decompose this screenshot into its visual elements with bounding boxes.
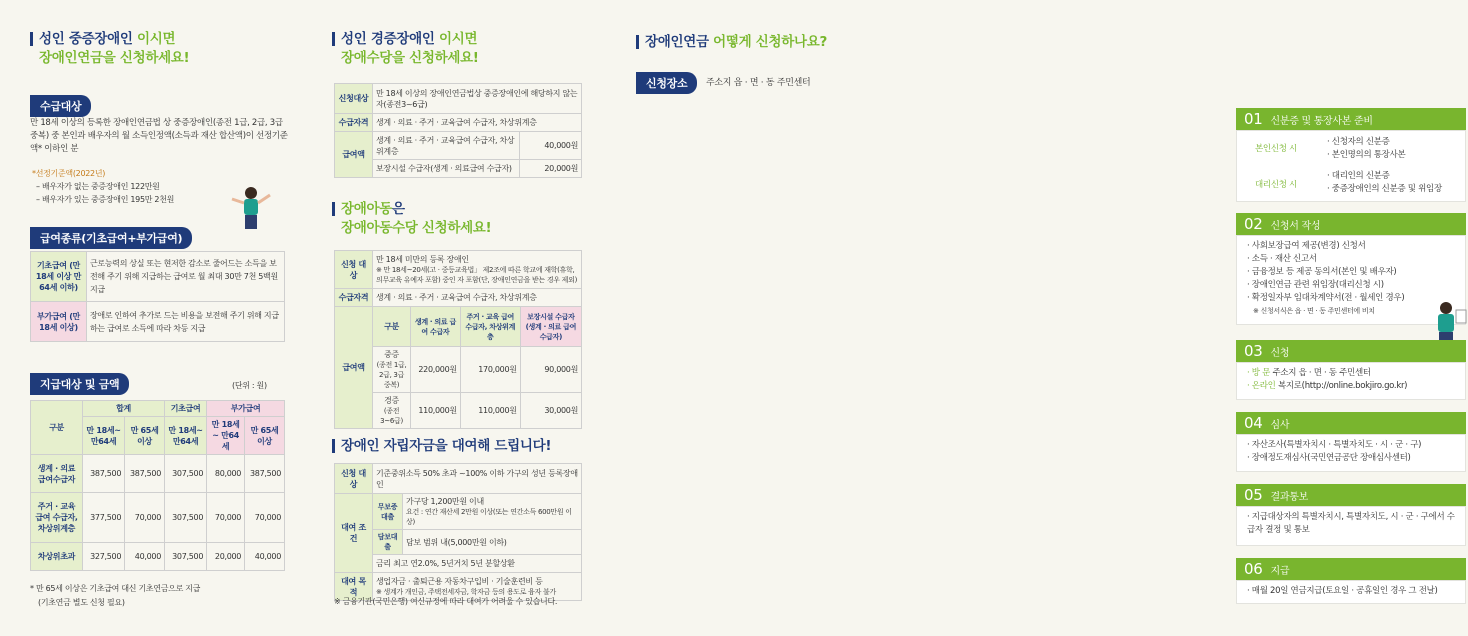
step-02: 02 신청서 작성 bbox=[1236, 213, 1466, 235]
table-row: 생계 · 의료 급여수급자 387,500 387,500 307,500 80,000 387,500 bbox=[31, 455, 285, 493]
step-01-body: 본인신청 시 · 신청자의 신분증 · 본인명의의 통장사본 대리신청 시 · 대리인의 신분증 · 중증장애인의 신분증 및 위임장 bbox=[1236, 130, 1466, 202]
loan-title: 장애인 자립자금을 대여해 드립니다! bbox=[332, 437, 551, 456]
title-line2: 장애인연금을 신청하세요! bbox=[39, 50, 190, 66]
step-03: 03 신청 bbox=[1236, 340, 1466, 362]
step-06-body: · 매월 20일 연금지급(토요일 · 공휴일인 경우 그 전날) bbox=[1236, 580, 1466, 604]
person-illustration bbox=[226, 185, 276, 230]
table-row: 부가급여 (만 18세 이상) 장애로 인하여 추가로 드는 비용을 보전해 주기 위해 지급하는 급여로 소득에 따라 차등 지급 bbox=[31, 302, 285, 342]
step-03-body: · 방 문 주소지 읍 · 면 · 동 주민센터 · 온라인 복지로(http://online.bokjiro.go.kr) bbox=[1236, 362, 1466, 400]
footnote-2: (기초연금 별도 신청 필요) bbox=[38, 598, 125, 607]
footnote-1: * 만 65세 이상은 기초급여 대신 기초연금으로 지급 bbox=[30, 584, 201, 593]
eligibility-note-2: – 배우자가 있는 중증장애인 195만 2천원 bbox=[36, 195, 175, 204]
eligibility-note-1: – 배우자가 없는 중증장애인 122만원 bbox=[36, 182, 160, 191]
table-row: 차상위초과 327,500 40,000 307,500 20,000 40,000 bbox=[31, 543, 285, 571]
place-text: 주소지 읍 · 면 · 동 주민센터 bbox=[706, 78, 811, 88]
column-mild-and-child bbox=[300, 0, 600, 636]
table-row: 주거 · 교육 급여 수급자, 차상위계층 377,500 70,000 307,500 70,000 70,000 bbox=[31, 493, 285, 543]
title-line1-suffix: 이시면 bbox=[137, 31, 176, 47]
place-label: 신청장소 bbox=[636, 72, 697, 94]
loan-table: 신청 대상 기준중위소득 50% 초과 ~100% 이하 가구의 성년 등록장애인 대여 조건 무보증 대출 가구당 1,200만원 이내 요건 : 연간 재산세 2만원 이상(또는 연간소득 600만원 이상) 담보대출 담보 범위 내(5,000만원 이하) 금리 최고 연2.0%, 5년거치 5년 분할상환 대여 목적 생업자금 · 출퇴근용 자동차구입비 · 기술훈련비 등 ※ 생계가 개인금, 주택전세자금, 학자금 등의 용도로 융자 불가 bbox=[334, 463, 582, 601]
unit-label: (단위 : 원) bbox=[232, 381, 267, 390]
col1-title bbox=[30, 30, 189, 68]
column-how-to-apply bbox=[600, 0, 1455, 636]
child-title: 장애아동은 장애아동수당 신청하세요! bbox=[332, 200, 491, 238]
loan-footnote: ※ 금융기관(국민은행) 여신규정에 따라 대여가 어려울 수 있습니다. bbox=[334, 597, 558, 606]
eligibility-text: 만 18세 이상의 등록한 장애인연금법 상 중증장애인(종전 1급, 2급, 3급 중복) 중 본인과 배우자의 월 소득인정액(소득과 재산 합산액)이 선정기준액* 이하인 분 bbox=[30, 118, 288, 154]
step-01: 01 신분증 및 통장사본 준비 bbox=[1236, 108, 1466, 130]
column-adult-severe bbox=[0, 0, 300, 636]
section-amounts: 지급대상 및 금액 bbox=[30, 373, 129, 395]
section-eligibility: 수급대상 bbox=[30, 95, 91, 117]
step-06: 06 지급 bbox=[1236, 558, 1466, 580]
step-02-body: · 사회보장급여 제공(변경) 신청서 · 소득 · 재산 신고서 · 금융정보 등 제공 동의서(본인 및 배우자) · 장애인연금 관련 위임장(대리신청 시) · 확정일자부 임대차계약서(전 · 월세인 경우) ※ 신청서식은 읍 · 면 · 동 주민센터에 비치 bbox=[1236, 235, 1466, 325]
step-05-body: · 지급대상자의 특별자치시, 특별자치도, 시 · 군 · 구에서 수급자 결정 및 통보 bbox=[1236, 506, 1466, 546]
section-benefit-types: 급여종류(기초급여+부가급여) bbox=[30, 227, 192, 249]
eligibility-note: *선정기준액(2022년) bbox=[32, 169, 106, 178]
benefit-types-table bbox=[30, 251, 285, 342]
col3-title: 장애인연금 어떻게 신청하나요? bbox=[636, 33, 827, 52]
table-row: 기초급여 (만 18세 이상 만 64세 이하) 근로능력의 상실 또는 현저한 감소로 줄어드는 소득을 보전해 주기 위해 지급하는 급여로 월 최대 30만 7천 5백원 지급 bbox=[31, 252, 285, 302]
col2-title: 성인 경증장애인 이시면 장애수당을 신청하세요! bbox=[332, 30, 479, 68]
amount-table: 구분 합계 기초급여 부가급여 만 18세~ 만64세 만 65세 이상 만 18세~ 만64세 만 18세~ 만64세 만 65세 이상 생계 · 의료 급여수급자 387,500 387,500 307,500 80,000 387,500 주거 · 교육 급여 수급자, 차상위계층 377,500 70,000 307,500 70,000 70,000 차상위초과 327,500 40,000 307,500 20,000 40,000 bbox=[30, 400, 285, 571]
step-04-body: · 자산조사(특별자치시 · 특별자치도 · 시 · 군 · 구) · 장애정도재심사(국민연금공단 장애심사센터) bbox=[1236, 434, 1466, 472]
step-05: 05 결과통보 bbox=[1236, 484, 1466, 506]
step-04: 04 심사 bbox=[1236, 412, 1466, 434]
title-line1: 성인 중증장애인 bbox=[39, 31, 133, 47]
disability-allowance-table: 신청대상 만 18세 이상의 장애인연금법상 중증장애인에 해당하지 않는 자(종전3~6급) 수급자격 생계 · 의료 · 주거 · 교육급여 수급자, 차상위계층 급여액 생계 · 의료 · 주거 · 교육급여 수급자, 차상위계층 40,000원 보장시설 수급자(생계 · 의료급여 수급자) 20,000원 bbox=[334, 83, 582, 178]
child-allowance-table: 신청 대상 만 18세 미만의 등록 장애인 ※ 만 18세~20세(고 · 중등교육법」 제2조에 따른 학교에 재학(휴학, 의무교육 유예자 포함) 중인 자 포함(단, 장애인연금을 받는 경우 제외) 수급자격 생계 · 의료 · 주거 · 교육급여 수급자, 차상위계층 급여액 구분 생계 · 의료 급여 수급자 주거 · 교육 급여 수급자, 차상위계층 보장시설 수급자 (생계 · 의료 급여 수급자) 중증 (종전 1급, 2급, 3급 중복) 220,000원 170,000원 90,000원 경증 (종전 3~6급) 110,000원 110,000원 30,000원 bbox=[334, 250, 582, 429]
